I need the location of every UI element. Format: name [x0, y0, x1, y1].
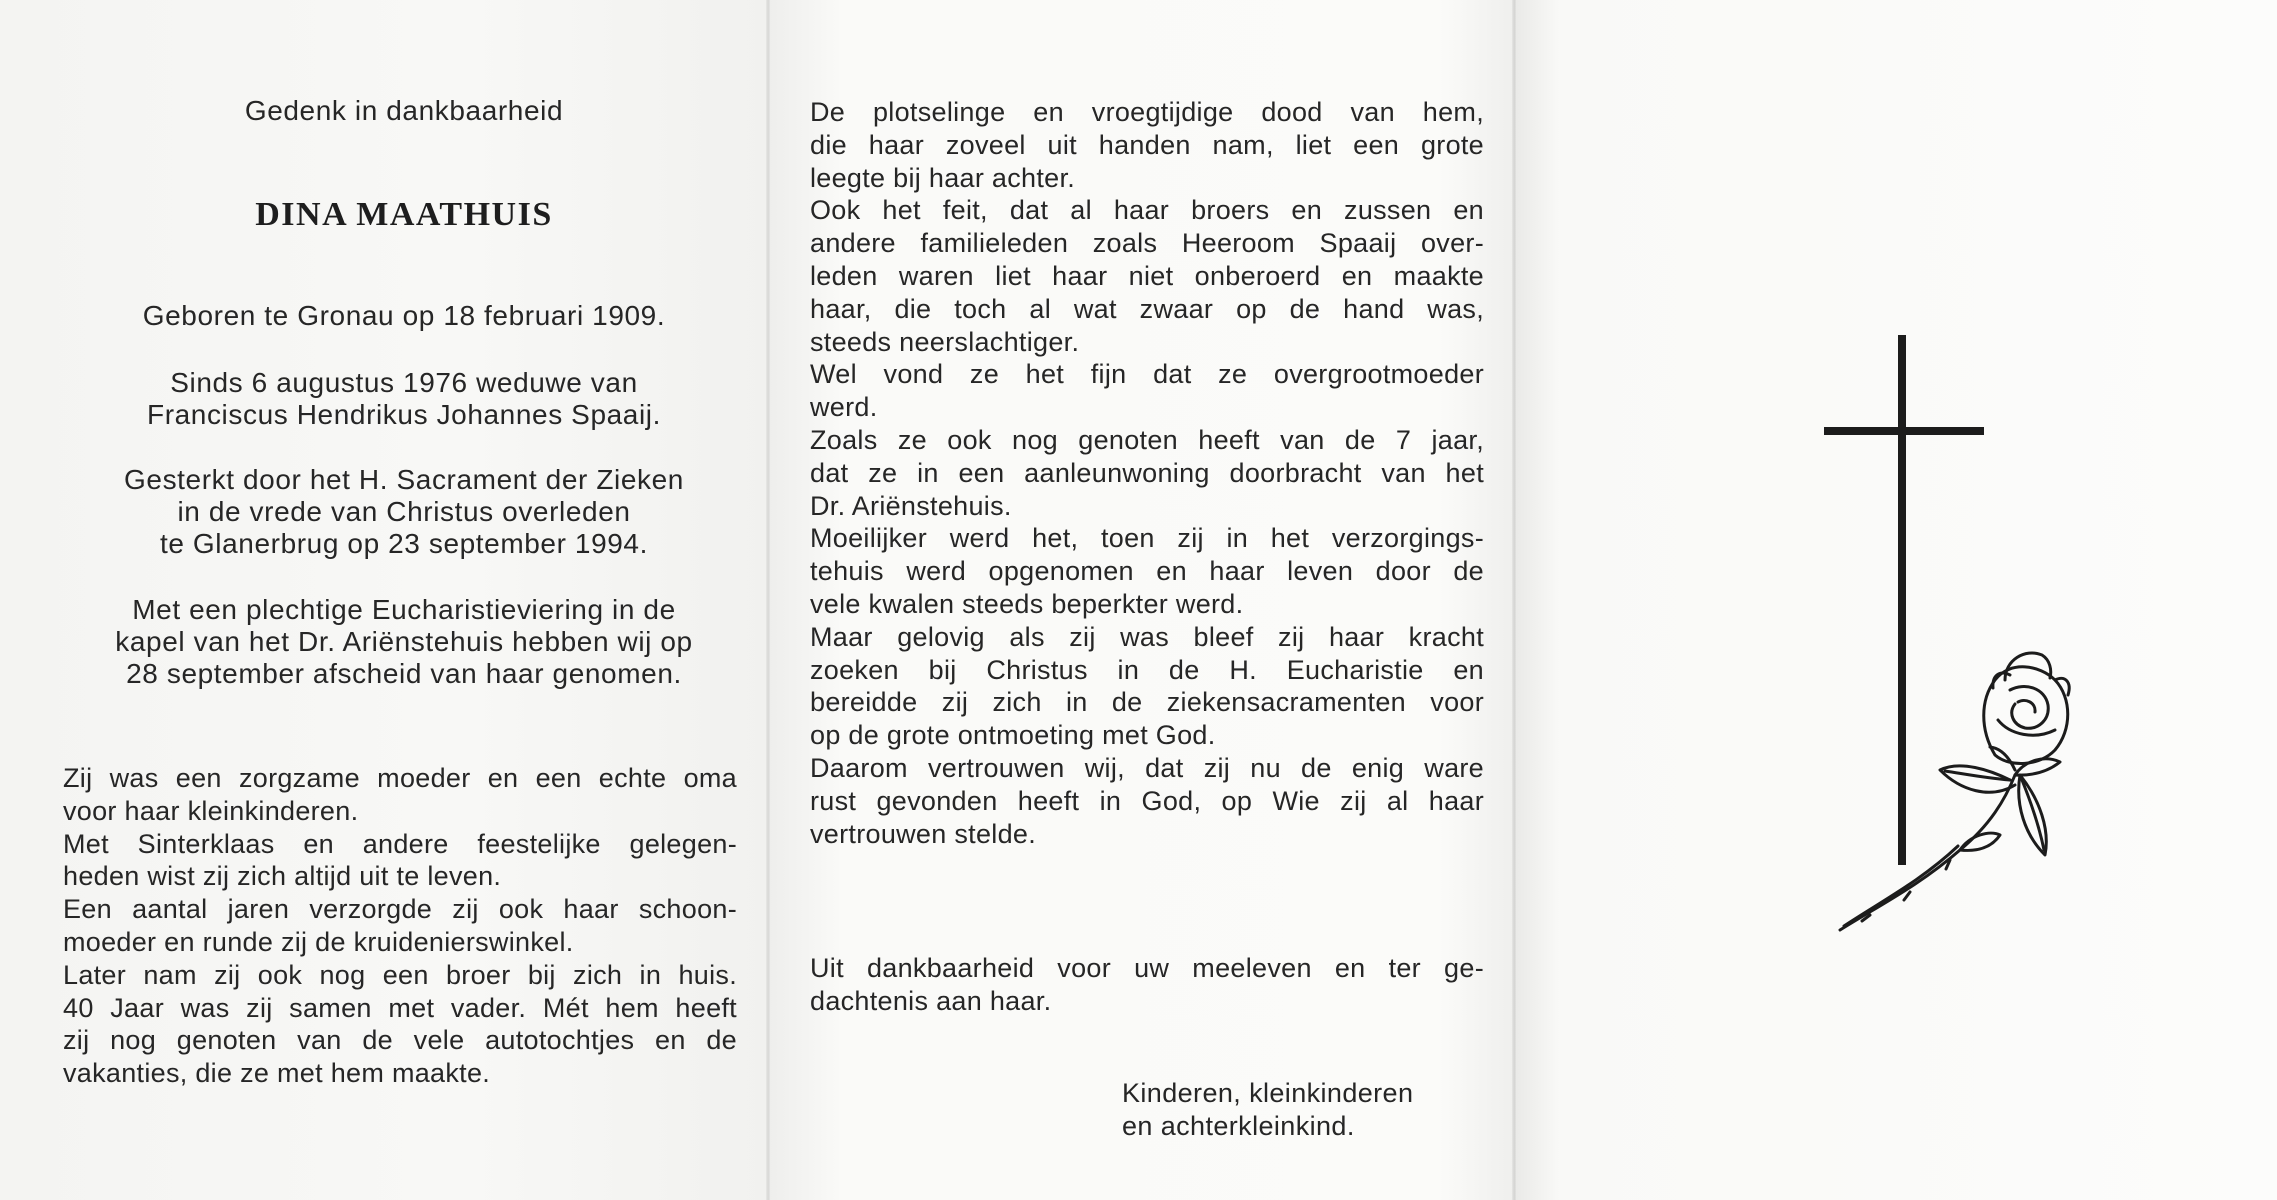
body-line: dat ze in een aanleunwoning doorbracht van het: [810, 457, 1484, 488]
left-panel: [0, 0, 768, 1200]
body-line: Wel vond ze het fijn dat ze overgrootmoeder: [810, 359, 1484, 390]
funeral-line: kapel van het Dr. Ariënstehuis hebben wij op: [115, 626, 693, 657]
body-line: Met Sinterklaas en andere feestelijke gelegen-: [63, 828, 737, 859]
remembrance-heading: Gedenk in dankbaarheid: [244, 95, 564, 126]
birth-line: Geboren te Gronau op 18 februari 1909.: [142, 300, 666, 331]
body-line: werd.: [810, 392, 878, 423]
body-line: bereidde zij zich in de ziekensacramenten voor: [810, 687, 1484, 718]
body-line: zij nog genoten van de vele autotochtjes en de: [63, 1025, 737, 1056]
body-line: tehuis werd opgenomen en haar leven door de: [810, 556, 1484, 587]
death-paragraph: [40, 464, 768, 560]
thanks-line: dachtenis aan haar.: [810, 985, 1052, 1016]
body-line: moeder en runde zij de kruidenierswinkel.: [63, 926, 574, 957]
funeral-line: 28 september afscheid van haar genomen.: [126, 658, 682, 689]
body-line: steeds neerslachtiger.: [810, 326, 1080, 357]
fold-line: [1512, 0, 1516, 1200]
widow-paragraph: [40, 367, 768, 431]
funeral-paragraph: [40, 594, 768, 690]
body-line: Daarom vertrouwen wij, dat zij nu de enig ware: [810, 752, 1484, 783]
body-line: leden waren liet haar niet onberoerd en maakte: [810, 260, 1484, 291]
signature-line: en achterkleinkind.: [1122, 1111, 1355, 1141]
death-line: in de vrede van Christus overleden: [177, 496, 631, 527]
body-line: Zoals ze ook nog genoten heeft van de 7 jaar,: [810, 424, 1484, 455]
body-line: vele kwalen steeds beperkter werd.: [810, 588, 1244, 619]
body-line: haar, die toch al wat zwaar op de hand was,: [810, 293, 1484, 324]
rose-icon: [1840, 653, 2069, 930]
body-line: op de grote ontmoeting met God.: [810, 720, 1216, 751]
body-line: vertrouwen stelde.: [810, 818, 1037, 849]
death-line: te Glanerbrug op 23 september 1994.: [160, 528, 648, 559]
body-line: Zij was een zorgzame moeder en een echte oma: [63, 763, 737, 793]
deceased-name: DINA MAATHUIS: [255, 196, 553, 233]
body-line: andere familieleden zoals Heeroom Spaaij over-: [810, 228, 1484, 259]
body-line: Een aantal jaren verzorgde zij ook haar schoon-: [63, 894, 737, 925]
death-line: Gesterkt door het H. Sacrament der Zieken: [124, 464, 684, 495]
body-line: Dr. Ariënstehuis.: [810, 490, 1012, 521]
widow-line: Franciscus Hendrikus Johannes Spaaij.: [146, 399, 661, 430]
cross-vertical-beam: [1898, 335, 1906, 865]
tribute-paragraph: [810, 96, 1484, 850]
body-line: 40 Jaar was zij samen met vader. Mét hem heeft: [63, 992, 737, 1023]
thanks-paragraph: [810, 952, 1484, 1018]
widow-line: Sinds 6 augustus 1976 weduwe van: [170, 367, 638, 398]
body-line: Moeilijker werd het, toen zij in het verzorgings-: [810, 523, 1484, 554]
body-line: voor haar kleinkinderen.: [63, 795, 359, 826]
body-line: leegte bij haar achter.: [810, 162, 1076, 193]
body-line: Maar gelovig als zij was bleef zij haar kracht: [810, 621, 1484, 652]
signature-line: Kinderen, kleinkinderen: [1122, 1078, 1414, 1108]
thanks-line: Uit dankbaarheid voor uw meeleven en ter ge-: [810, 953, 1484, 983]
body-line: De plotselinge en vroegtijdige dood van hem,: [810, 97, 1484, 127]
family-signature: [1122, 1077, 1413, 1143]
body-line: die haar zoveel uit handen nam, liet een grote: [810, 129, 1484, 160]
body-line: vakanties, die ze met hem maakte.: [63, 1058, 491, 1089]
body-line: Ook het feit, dat al haar broers en zussen en: [810, 195, 1484, 226]
cross-with-rose-icon: [1810, 330, 2110, 950]
body-line: rust gevonden heeft in God, op Wie zij al haar: [810, 785, 1484, 816]
body-line: Later nam zij ook nog een broer bij zich in huis.: [63, 959, 737, 990]
body-line: zoeken bij Christus in de H. Eucharistie en: [810, 654, 1484, 685]
cross-horizontal-beam: [1824, 427, 1984, 435]
life-story-paragraph: [63, 762, 737, 1090]
funeral-line: Met een plechtige Eucharistieviering in de: [132, 594, 676, 625]
body-line: heden wist zij zich altijd uit te leven.: [63, 861, 502, 892]
fold-line: [766, 0, 770, 1200]
